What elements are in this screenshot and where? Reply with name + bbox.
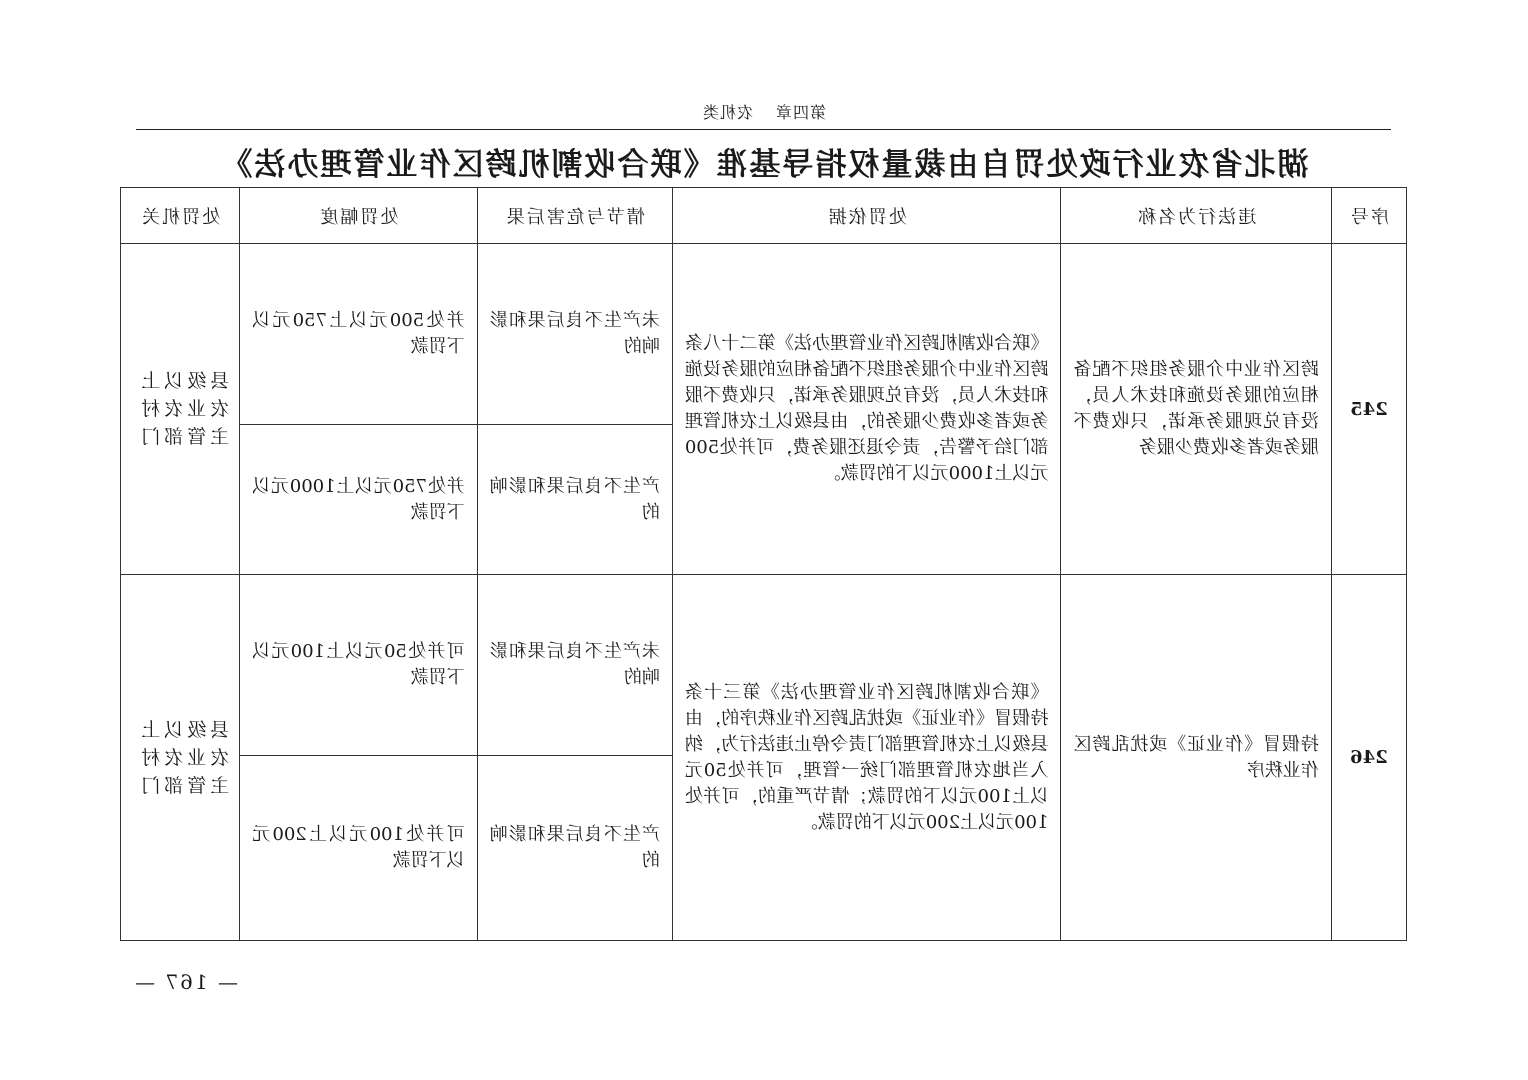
circumstance (477, 756, 672, 941)
column-header-basis: 处罚依据 (672, 188, 1061, 244)
circumstance-text: 未产生不良后果和影响的 (489, 310, 660, 357)
column-header-seq: 序号 (1331, 188, 1406, 244)
table-row (121, 244, 1407, 425)
row-seq: 246 (1331, 575, 1406, 941)
penalty-basis (672, 244, 1061, 575)
circumstance (477, 244, 672, 425)
penalty-range-text: 可并处100元以上200元以下罚款 (252, 824, 465, 871)
circumstance (477, 425, 672, 575)
column-header-range: 处罚幅度 (240, 188, 477, 244)
violation-name-text: 跨区作业中介服务组织不配备相应的服务设施和技术人员，没有兑现服务承诺，只收费不服务或者多收费少服务 (1073, 359, 1319, 458)
chapter-label: 第四章 (775, 103, 827, 122)
violation-name (1061, 244, 1331, 575)
penalty-range (240, 425, 477, 575)
column-header-plot: 情节与危害后果 (477, 188, 672, 244)
penalty-authority (121, 244, 240, 575)
document-title: 湖北省农业行政处罚自由裁量权指导基准《联合收割机跨区作业管理办法》 (219, 147, 1309, 183)
circumstance-text: 产生不良后果和影响的 (489, 824, 660, 871)
penalty-range (240, 575, 477, 756)
penalty-basis-text: 《联合收割机跨区作业管理办法》第二十八条 跨区作业中介服务组织不配备相应的服务设施和技术人员，没有兑现服务承诺，只收费不服务或者多收费少服务的，由县级以上农机管理部门给予警告，责令退还服务费，可并处500元以上1000元以下的罚款。 (684, 333, 1049, 484)
penalty-table (120, 187, 1407, 941)
penalty-basis (672, 575, 1061, 941)
penalty-range-text: 并处750元以上1000元以下罚款 (252, 475, 465, 523)
penalty-range-text: 并处500元以上750元以下罚款 (252, 310, 465, 357)
penalty-range (240, 244, 477, 425)
row-seq: 245 (1331, 244, 1406, 575)
circumstance-text: 产生不良后果和影响的 (489, 475, 660, 523)
penalty-basis-text: 《联合收割机跨区作业管理办法》第三十条 持假冒《作业证》或扰乱跨区作业秩序的，由县级以上农机管理部门责令停止违法行为，纳入当地农机管理部门统一管理，可并处50元以上100元以下的罚款；情节严重的，可并处100元以上200元以下的罚款。 (684, 681, 1049, 833)
table-row (121, 575, 1407, 756)
penalty-authority-text: 县级以上农业农村主管部门 (137, 370, 230, 448)
violation-name (1061, 575, 1331, 941)
penalty-authority-text: 县级以上农业农村主管部门 (137, 718, 230, 797)
category-label: 农机类 (701, 103, 753, 122)
violation-name-text: 持假冒《作业证》或扰乱跨区作业秩序 (1073, 733, 1319, 781)
column-header-name: 违法行为名称 (1061, 188, 1331, 244)
running-header (0, 100, 1528, 123)
penalty-range (240, 756, 477, 941)
page-number: — 167 — (133, 970, 238, 994)
circumstance (477, 575, 672, 756)
table-header-row (121, 188, 1407, 244)
circumstance-text: 未产生不良后果和影响的 (489, 641, 660, 688)
header-rule (136, 129, 1391, 130)
column-header-org: 处罚机关 (121, 188, 240, 244)
penalty-authority (121, 575, 240, 941)
penalty-range-text: 可并处50元以上100元以下罚款 (252, 641, 465, 688)
